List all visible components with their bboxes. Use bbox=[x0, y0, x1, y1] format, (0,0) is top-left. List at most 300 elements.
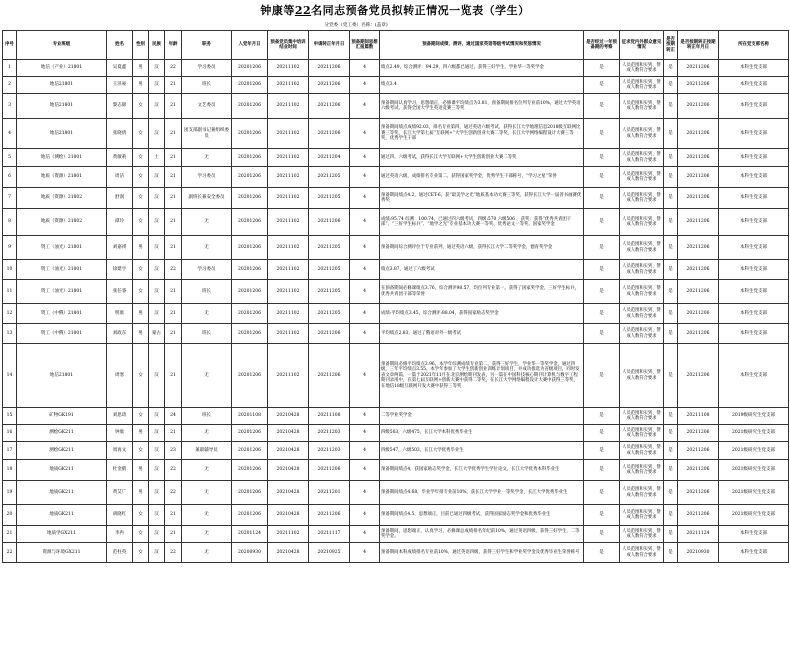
cell-date: 20211206 bbox=[678, 304, 719, 324]
table-row bbox=[3, 481, 789, 505]
table-row bbox=[3, 167, 789, 188]
cell-branch: 本科生党支部 bbox=[719, 344, 789, 408]
cell-perf: 预备期间绩点成绩92.03，排名专业第四，通过英语六级考试，获得长江大学地理信息2018级互联网比赛三等奖，长江大学第七届“互联网+”大学生创新创业大赛二等奖，长江大学网络编程设计大赛三等奖，优秀学生干部 bbox=[380, 119, 584, 149]
cell-ontime: 是 bbox=[664, 236, 678, 260]
cell-apply: 20211108 bbox=[309, 408, 350, 425]
cell-opinion: 人员范围和实到、赞成人数符合要求 bbox=[620, 324, 664, 344]
cell-apply: 20211206 bbox=[309, 344, 350, 408]
cell-cls: 地质GK211 bbox=[17, 460, 107, 481]
cell-perf: 在预备期间必修课绩点3.76，综合测评98.57，均位列专业第一。获得了国家奖学金，三好学生标兵，优秀共青团干部等荣誉 bbox=[380, 280, 584, 304]
table-row bbox=[3, 209, 789, 236]
cell-train: 20211102 bbox=[268, 60, 309, 77]
cell-perf: 预备期间绩点4，获国家励志奖学金，长江大学优秀学生学位论文，长江大学优秀本科毕业生 bbox=[380, 460, 584, 481]
cell-post: 学习委员 bbox=[182, 167, 232, 188]
cell-name: 明康 bbox=[107, 304, 133, 324]
cell-branch: 本科生党支部 bbox=[719, 324, 789, 344]
cell-date: 20211206 bbox=[678, 425, 719, 442]
cell-date: 20211206 bbox=[678, 481, 719, 505]
table-row bbox=[3, 344, 789, 408]
table-row bbox=[3, 280, 789, 304]
cell-ontime: 是 bbox=[664, 481, 678, 505]
cell-train: 20211102 bbox=[268, 167, 309, 188]
cell-name: 刘思琦 bbox=[107, 408, 133, 425]
cell-train: 20210428 bbox=[268, 408, 309, 425]
party-committee-line: 分党委（党工委）名称：(盖章) bbox=[324, 23, 388, 28]
cell-no: 11 bbox=[3, 280, 17, 304]
cell-perf: 绩点3.87，通过了六级考试 bbox=[380, 260, 584, 280]
cell-year: 是 bbox=[584, 481, 620, 505]
cell-opinion: 人员范围和实到、赞成人数符合要求 bbox=[620, 408, 664, 425]
cell-ontime: 是 bbox=[664, 280, 678, 304]
cell-perf: 预备期间绩点4.2，通过CET-6，获“最美学之光”地质基本功大赛三等奖，获得长江大学一届普书画赛优秀奖 bbox=[380, 188, 584, 209]
cell-join: 20201206 bbox=[232, 344, 268, 408]
cell-name: 王泽豪 bbox=[107, 77, 133, 94]
cell-reports: 4 bbox=[350, 280, 380, 304]
cell-branch: 2021级研究生党支部 bbox=[719, 460, 789, 481]
cell-year: 是 bbox=[584, 209, 620, 236]
cell-age: 21 bbox=[165, 167, 182, 188]
cell-train: 20211102 bbox=[268, 236, 309, 260]
cell-cls: 地信21801 bbox=[17, 119, 107, 149]
cell-ontime: 是 bbox=[664, 526, 678, 543]
cell-age: 22 bbox=[165, 60, 182, 77]
cell-no: 8 bbox=[3, 209, 17, 236]
cell-apply: 20211203 bbox=[309, 442, 350, 460]
cell-reports: 4 bbox=[350, 526, 380, 543]
cell-eth: 汉 bbox=[149, 119, 165, 149]
cell-age: 21 bbox=[165, 94, 182, 119]
cell-train: 20211102 bbox=[268, 260, 309, 280]
cell-opinion: 人员范围和实到、赞成人数符合要求 bbox=[620, 280, 664, 304]
cell-perf: 预备期间绩点4.5，思想端正，目前已通过四级考试，获得国家励志奖学金和优秀毕业生 bbox=[380, 505, 584, 526]
cell-join: 20201206 bbox=[232, 460, 268, 481]
cell-post: 班长 bbox=[182, 408, 232, 425]
cell-eth: 汉 bbox=[149, 280, 165, 304]
cell-post: 班长 bbox=[182, 77, 232, 94]
cell-train: 20210428 bbox=[268, 505, 309, 526]
cell-reports: 4 bbox=[350, 304, 380, 324]
cell-opinion: 人员范围和实到、赞成人数符合要求 bbox=[620, 149, 664, 167]
cell-train: 20211102 bbox=[268, 304, 309, 324]
cell-cls: 资工（油光）21801 bbox=[17, 260, 107, 280]
cell-opinion: 人员范围和实到、赞成人数符合要求 bbox=[620, 188, 664, 209]
cell-apply: 20211205 bbox=[309, 167, 350, 188]
cell-perf: 成绩:平均绩点3.45，综合测评:88.04，获得国家励志奖学金 bbox=[380, 304, 584, 324]
cell-branch: 本科生党支部 bbox=[719, 167, 789, 188]
cell-opinion: 人员范围和实到、赞成人数符合要求 bbox=[620, 119, 664, 149]
cell-date: 20211206 bbox=[678, 209, 719, 236]
cell-perf: 二等学业奖学金 bbox=[380, 408, 584, 425]
cell-date: 20211206 bbox=[678, 236, 719, 260]
cell-opinion: 人员范围和实到、赞成人数符合要求 bbox=[620, 505, 664, 526]
cell-no: 7 bbox=[3, 188, 17, 209]
cell-join: 20201206 bbox=[232, 77, 268, 94]
cell-perf: 预备期间本科成绩排名专业前10%，通过英语四级，获得三好学生和学业奖学金及优秀毕业生荣誉称号 bbox=[380, 543, 584, 563]
cell-branch: 本科生党支部 bbox=[719, 304, 789, 324]
cell-no: 13 bbox=[3, 324, 17, 344]
cell-train: 20211102 bbox=[268, 119, 309, 149]
cell-eth: 汉 bbox=[149, 77, 165, 94]
cell-post: 班长 bbox=[182, 280, 232, 304]
cell-year: 是 bbox=[584, 119, 620, 149]
cell-sex: 女 bbox=[133, 280, 149, 304]
cell-cls: 资工（中俄）21801 bbox=[17, 324, 107, 344]
cell-ontime: 是 bbox=[664, 60, 678, 77]
cell-branch: 本科生党支部 bbox=[719, 94, 789, 119]
cell-ontime: 是 bbox=[664, 304, 678, 324]
cell-join: 20201206 bbox=[232, 60, 268, 77]
cell-name: 张晓倩 bbox=[107, 119, 133, 149]
cell-apply: 20211205 bbox=[309, 188, 350, 209]
cell-opinion: 人员范围和实到、赞成人数符合要求 bbox=[620, 425, 664, 442]
cell-ontime: 是 bbox=[664, 149, 678, 167]
cell-join: 20201206 bbox=[232, 209, 268, 236]
header-row bbox=[3, 31, 789, 60]
cell-join: 20201206 bbox=[232, 324, 268, 344]
cell-age: 21 bbox=[165, 324, 182, 344]
cell-year: 是 bbox=[584, 260, 620, 280]
cell-opinion: 人员范围和实到、赞成人数符合要求 bbox=[620, 167, 664, 188]
table-row bbox=[3, 236, 789, 260]
cell-eth: 汉 bbox=[149, 209, 165, 236]
cell-branch: 本科生党支部 bbox=[719, 119, 789, 149]
cell-name: 徐建亨 bbox=[107, 260, 133, 280]
cell-opinion: 人员范围和实到、赞成人数符合要求 bbox=[620, 236, 664, 260]
cell-year: 是 bbox=[584, 94, 620, 119]
cell-year: 是 bbox=[584, 149, 620, 167]
cell-sex: 女 bbox=[133, 209, 149, 236]
cell-perf: 预备期间绩点4.68，毕业学年排专业前10%，获长江大学学业一等奖学金，长江大学优秀毕业生 bbox=[380, 481, 584, 505]
cell-post: 无 bbox=[182, 526, 232, 543]
cell-eth: 汉 bbox=[149, 167, 165, 188]
cell-apply: 20211206 bbox=[309, 324, 350, 344]
cell-post: 文艺委员 bbox=[182, 94, 232, 119]
cell-reports: 4 bbox=[350, 77, 380, 94]
column-header: 预备党员集中培训结业时间 bbox=[268, 31, 309, 60]
cell-no: 3 bbox=[3, 94, 17, 119]
cell-date: 20211206 bbox=[678, 119, 719, 149]
cell-sex: 女 bbox=[133, 188, 149, 209]
cell-reports: 4 bbox=[350, 119, 380, 149]
cell-perf: 预备期间认真学习，思想端正，必修课平均绩点为3.81，预备期间排名位列专业前10%，通过大学英语六级考试，获得全国大学生英语竞赛三等奖 bbox=[380, 94, 584, 119]
column-header: 申请转正年月日 bbox=[309, 31, 350, 60]
cell-reports: 4 bbox=[350, 344, 380, 408]
cell-apply: 20210925 bbox=[309, 543, 350, 563]
cell-sex: 男 bbox=[133, 304, 149, 324]
cell-year: 是 bbox=[584, 344, 620, 408]
cell-join: 20201206 bbox=[232, 236, 268, 260]
cell-post: 无 bbox=[182, 505, 232, 526]
cell-join: 20201206 bbox=[232, 425, 268, 442]
cell-sex: 男 bbox=[133, 77, 149, 94]
cell-date: 20211206 bbox=[678, 94, 719, 119]
cell-cls: 地质（资源）21802 bbox=[17, 209, 107, 236]
cell-name: 黎志锦 bbox=[107, 94, 133, 119]
cell-perf: 平均绩点2.83，通过了俄语对外一级考试 bbox=[380, 324, 584, 344]
cell-year: 是 bbox=[584, 167, 620, 188]
cell-name: 张任睿 bbox=[107, 280, 133, 304]
cell-eth: 汉 bbox=[149, 260, 165, 280]
cell-date: 20211206 bbox=[678, 280, 719, 304]
cell-sex: 男 bbox=[133, 236, 149, 260]
cell-branch: 2019级研究生党支部 bbox=[719, 408, 789, 425]
cell-name: 黄敏莉 bbox=[107, 149, 133, 167]
cell-opinion: 人员范围和实到、赞成人数符合要求 bbox=[620, 481, 664, 505]
cell-join: 20201206 bbox=[232, 260, 268, 280]
cell-date: 20211206 bbox=[678, 77, 719, 94]
cell-sex: 男 bbox=[133, 425, 149, 442]
column-header: 性别 bbox=[133, 31, 149, 60]
cell-name: 黄艾广 bbox=[107, 481, 133, 505]
cell-apply: 20211205 bbox=[309, 304, 350, 324]
cell-sex: 男 bbox=[133, 481, 149, 505]
cell-age: 21 bbox=[165, 304, 182, 324]
column-header: 职务 bbox=[182, 31, 232, 60]
cell-perf: 四级547，六级503，长江大学优秀毕业生 bbox=[380, 442, 584, 460]
cell-branch: 2021级研究生党支部 bbox=[719, 425, 789, 442]
cell-eth: 汉 bbox=[149, 344, 165, 408]
cell-post: 团支部副书记兼组织委员 bbox=[182, 119, 232, 149]
cell-reports: 4 bbox=[350, 260, 380, 280]
cell-ontime: 是 bbox=[664, 77, 678, 94]
table-row bbox=[3, 505, 789, 526]
cell-train: 20211102 bbox=[268, 149, 309, 167]
cell-reports: 4 bbox=[350, 236, 380, 260]
cell-year: 是 bbox=[584, 425, 620, 442]
cell-date: 20211206 bbox=[678, 188, 719, 209]
cell-age: 22 bbox=[165, 481, 182, 505]
cell-sex: 男 bbox=[133, 60, 149, 77]
cell-opinion: 人员范围和实到、赞成人数符合要求 bbox=[620, 94, 664, 119]
cell-name: 谭玲 bbox=[107, 209, 133, 236]
cell-reports: 4 bbox=[350, 442, 380, 460]
cell-no: 2 bbox=[3, 77, 17, 94]
cell-sex: 男 bbox=[133, 324, 149, 344]
cell-ontime: 是 bbox=[664, 344, 678, 408]
cell-apply: 20211206 bbox=[309, 94, 350, 119]
cell-ontime: 是 bbox=[664, 408, 678, 425]
cell-join: 20201108 bbox=[232, 408, 268, 425]
cell-age: 21 bbox=[165, 344, 182, 408]
cell-perf: 绩点2.49，综合测评：94.29，四六级都已通过，获得三好学生，学业华一等奖学金 bbox=[380, 60, 584, 77]
cell-name: 杜金鹤 bbox=[107, 460, 133, 481]
cell-post: 学习委员 bbox=[182, 60, 232, 77]
cell-perf: 预备期间，思想端正，认真学习，必修课总成绩排名年纪前10%，通过英语四级，获得三好学生，二等奖学金。 bbox=[380, 526, 584, 543]
cell-no: 10 bbox=[3, 260, 17, 280]
cell-year: 是 bbox=[584, 304, 620, 324]
cell-age: 24 bbox=[165, 408, 182, 425]
cell-branch: 2021级研究生党支部 bbox=[719, 442, 789, 460]
cell-branch: 本科生党支部 bbox=[719, 260, 789, 280]
column-header: 征求党内外群众意见情况 bbox=[620, 31, 664, 60]
column-header: 预备期间思想汇报篇数 bbox=[350, 31, 380, 60]
cell-date: 20211206 bbox=[678, 149, 719, 167]
cell-age: 21 bbox=[165, 77, 182, 94]
cell-opinion: 人员范围和实到、赞成人数符合要求 bbox=[620, 77, 664, 94]
cell-reports: 4 bbox=[350, 149, 380, 167]
cell-age: 21 bbox=[165, 505, 182, 526]
column-header: 是否按期转正 bbox=[664, 31, 678, 60]
cell-age: 21 bbox=[165, 188, 182, 209]
cell-cls: 地质（资源）21801 bbox=[17, 167, 107, 188]
cell-apply: 20211117 bbox=[309, 526, 350, 543]
cell-reports: 4 bbox=[350, 460, 380, 481]
cell-no: 19 bbox=[3, 481, 17, 505]
cell-post: 无 bbox=[182, 425, 232, 442]
cell-eth: 蒙古 bbox=[149, 324, 165, 344]
cell-ontime: 是 bbox=[664, 442, 678, 460]
cell-train: 20210428 bbox=[268, 481, 309, 505]
cell-eth: 土 bbox=[149, 149, 165, 167]
cell-apply: 20211206 bbox=[309, 119, 350, 149]
cell-branch: 本科生党支部 bbox=[719, 149, 789, 167]
cell-sex: 女 bbox=[133, 94, 149, 119]
cell-reports: 4 bbox=[350, 94, 380, 119]
cell-reports: 4 bbox=[350, 425, 380, 442]
cell-sex: 女 bbox=[133, 505, 149, 526]
cell-no: 14 bbox=[3, 344, 17, 408]
cell-join: 20201206 bbox=[232, 481, 268, 505]
cell-ontime: 是 bbox=[664, 324, 678, 344]
cell-reports: 4 bbox=[350, 188, 380, 209]
cell-date: 20211206 bbox=[678, 505, 719, 526]
column-header: 年龄 bbox=[165, 31, 182, 60]
cell-join: 20201206 bbox=[232, 167, 268, 188]
cell-cls: 地信（产业）21801 bbox=[17, 60, 107, 77]
cell-join: 20200930 bbox=[232, 543, 268, 563]
cell-apply: 20211206 bbox=[309, 60, 350, 77]
cell-branch: 本科生党支部 bbox=[719, 60, 789, 77]
cell-perf: 通过四、六级考试，获得长江大学互联网+大学生创新创业大赛二等奖 bbox=[380, 149, 584, 167]
cell-name: 刘政东 bbox=[107, 324, 133, 344]
cell-no: 1 bbox=[3, 60, 17, 77]
cell-train: 20211102 bbox=[268, 94, 309, 119]
cell-post: 无 bbox=[182, 344, 232, 408]
cell-cls: 资源与环境GX211 bbox=[17, 543, 107, 563]
column-header: 是否经过一年预备期的考察 bbox=[584, 31, 620, 60]
cell-sex: 女 bbox=[133, 526, 149, 543]
cell-opinion: 人员范围和实到、赞成人数符合要求 bbox=[620, 460, 664, 481]
cell-eth: 汉 bbox=[149, 94, 165, 119]
table-row bbox=[3, 77, 789, 94]
cell-branch: 本科生党支部 bbox=[719, 280, 789, 304]
candidate-table bbox=[2, 30, 789, 563]
cell-opinion: 人员范围和实到、赞成人数符合要求 bbox=[620, 344, 664, 408]
table-row bbox=[3, 408, 789, 425]
cell-name: 周寒 bbox=[107, 344, 133, 408]
cell-sex: 女 bbox=[133, 408, 149, 425]
table-row bbox=[3, 60, 789, 77]
cell-eth: 汉 bbox=[149, 408, 165, 425]
cell-name: 李冉 bbox=[107, 526, 133, 543]
cell-no: 17 bbox=[3, 442, 17, 460]
cell-age: 22 bbox=[165, 460, 182, 481]
cell-cls: 测绘GK211 bbox=[17, 442, 107, 460]
cell-post: 副班长兼安全委员 bbox=[182, 188, 232, 209]
cell-ontime: 是 bbox=[664, 188, 678, 209]
cell-no: 18 bbox=[3, 460, 17, 481]
cell-train: 20211102 bbox=[268, 280, 309, 304]
cell-branch: 本科生党支部 bbox=[719, 526, 789, 543]
cell-ontime: 是 bbox=[664, 209, 678, 236]
cell-apply: 20211204 bbox=[309, 149, 350, 167]
cell-reports: 4 bbox=[350, 543, 380, 563]
cell-cls: 地信（测绘）21801 bbox=[17, 149, 107, 167]
cell-train: 20211102 bbox=[268, 344, 309, 408]
cell-apply: 20211203 bbox=[309, 425, 350, 442]
cell-train: 20211102 bbox=[268, 324, 309, 344]
cell-post: 无 bbox=[182, 304, 232, 324]
cell-train: 20211102 bbox=[268, 526, 309, 543]
cell-join: 20201206 bbox=[232, 304, 268, 324]
cell-post: 班长 bbox=[182, 324, 232, 344]
cell-date: 20211108 bbox=[678, 408, 719, 425]
cell-ontime: 是 bbox=[664, 260, 678, 280]
cell-apply: 20211206 bbox=[309, 77, 350, 94]
cell-no: 15 bbox=[3, 408, 17, 425]
column-header: 专业班级 bbox=[17, 31, 107, 60]
cell-sex: 男 bbox=[133, 460, 149, 481]
cell-eth: 汉 bbox=[149, 460, 165, 481]
cell-post: 无 bbox=[182, 149, 232, 167]
cell-eth: 汉 bbox=[149, 442, 165, 460]
cell-date: 20211124 bbox=[678, 526, 719, 543]
cell-cls: 资工（中俄）21801 bbox=[17, 304, 107, 324]
cell-year: 是 bbox=[584, 280, 620, 304]
cell-post: 学习委员 bbox=[182, 260, 232, 280]
cell-train: 20210428 bbox=[268, 442, 309, 460]
cell-join: 20201206 bbox=[232, 442, 268, 460]
cell-perf: 预备期间综合测评位于专业前列，通过英语六级，获得长江大学二等奖学金，德育奖学金 bbox=[380, 236, 584, 260]
cell-year: 是 bbox=[584, 460, 620, 481]
cell-no: 21 bbox=[3, 526, 17, 543]
cell-join: 20201206 bbox=[232, 188, 268, 209]
cell-opinion: 人员范围和实到、赞成人数符合要求 bbox=[620, 442, 664, 460]
cell-sex: 女 bbox=[133, 543, 149, 563]
cell-date: 20211206 bbox=[678, 324, 719, 344]
cell-age: 21 bbox=[165, 209, 182, 236]
cell-branch: 本科生党支部 bbox=[719, 188, 789, 209]
cell-year: 是 bbox=[584, 526, 620, 543]
table-row bbox=[3, 188, 789, 209]
cell-year: 是 bbox=[584, 236, 620, 260]
cell-no: 20 bbox=[3, 505, 17, 526]
column-header: 姓名 bbox=[107, 31, 133, 60]
cell-opinion: 人员范围和实到、赞成人数符合要求 bbox=[620, 209, 664, 236]
table-row bbox=[3, 526, 789, 543]
cell-name: 胡晓红 bbox=[107, 505, 133, 526]
cell-no: 16 bbox=[3, 425, 17, 442]
cell-post: 无 bbox=[182, 236, 232, 260]
cell-age: 22 bbox=[165, 543, 182, 563]
cell-age: 21 bbox=[165, 425, 182, 442]
cell-branch: 2021级研究生党支部 bbox=[719, 505, 789, 526]
table-row bbox=[3, 260, 789, 280]
cell-year: 是 bbox=[584, 408, 620, 425]
cell-post: 无 bbox=[182, 460, 232, 481]
cell-train: 20210428 bbox=[268, 425, 309, 442]
cell-reports: 4 bbox=[350, 505, 380, 526]
cell-no: 6 bbox=[3, 167, 17, 188]
cell-opinion: 人员范围和实到、赞成人数符合要求 bbox=[620, 260, 664, 280]
cell-ontime: 是 bbox=[664, 505, 678, 526]
table-row bbox=[3, 304, 789, 324]
cell-date: 20210930 bbox=[678, 543, 719, 563]
cell-no: 12 bbox=[3, 304, 17, 324]
cell-name: 范柱英 bbox=[107, 543, 133, 563]
table-row bbox=[3, 460, 789, 481]
cell-age: 21 bbox=[165, 280, 182, 304]
